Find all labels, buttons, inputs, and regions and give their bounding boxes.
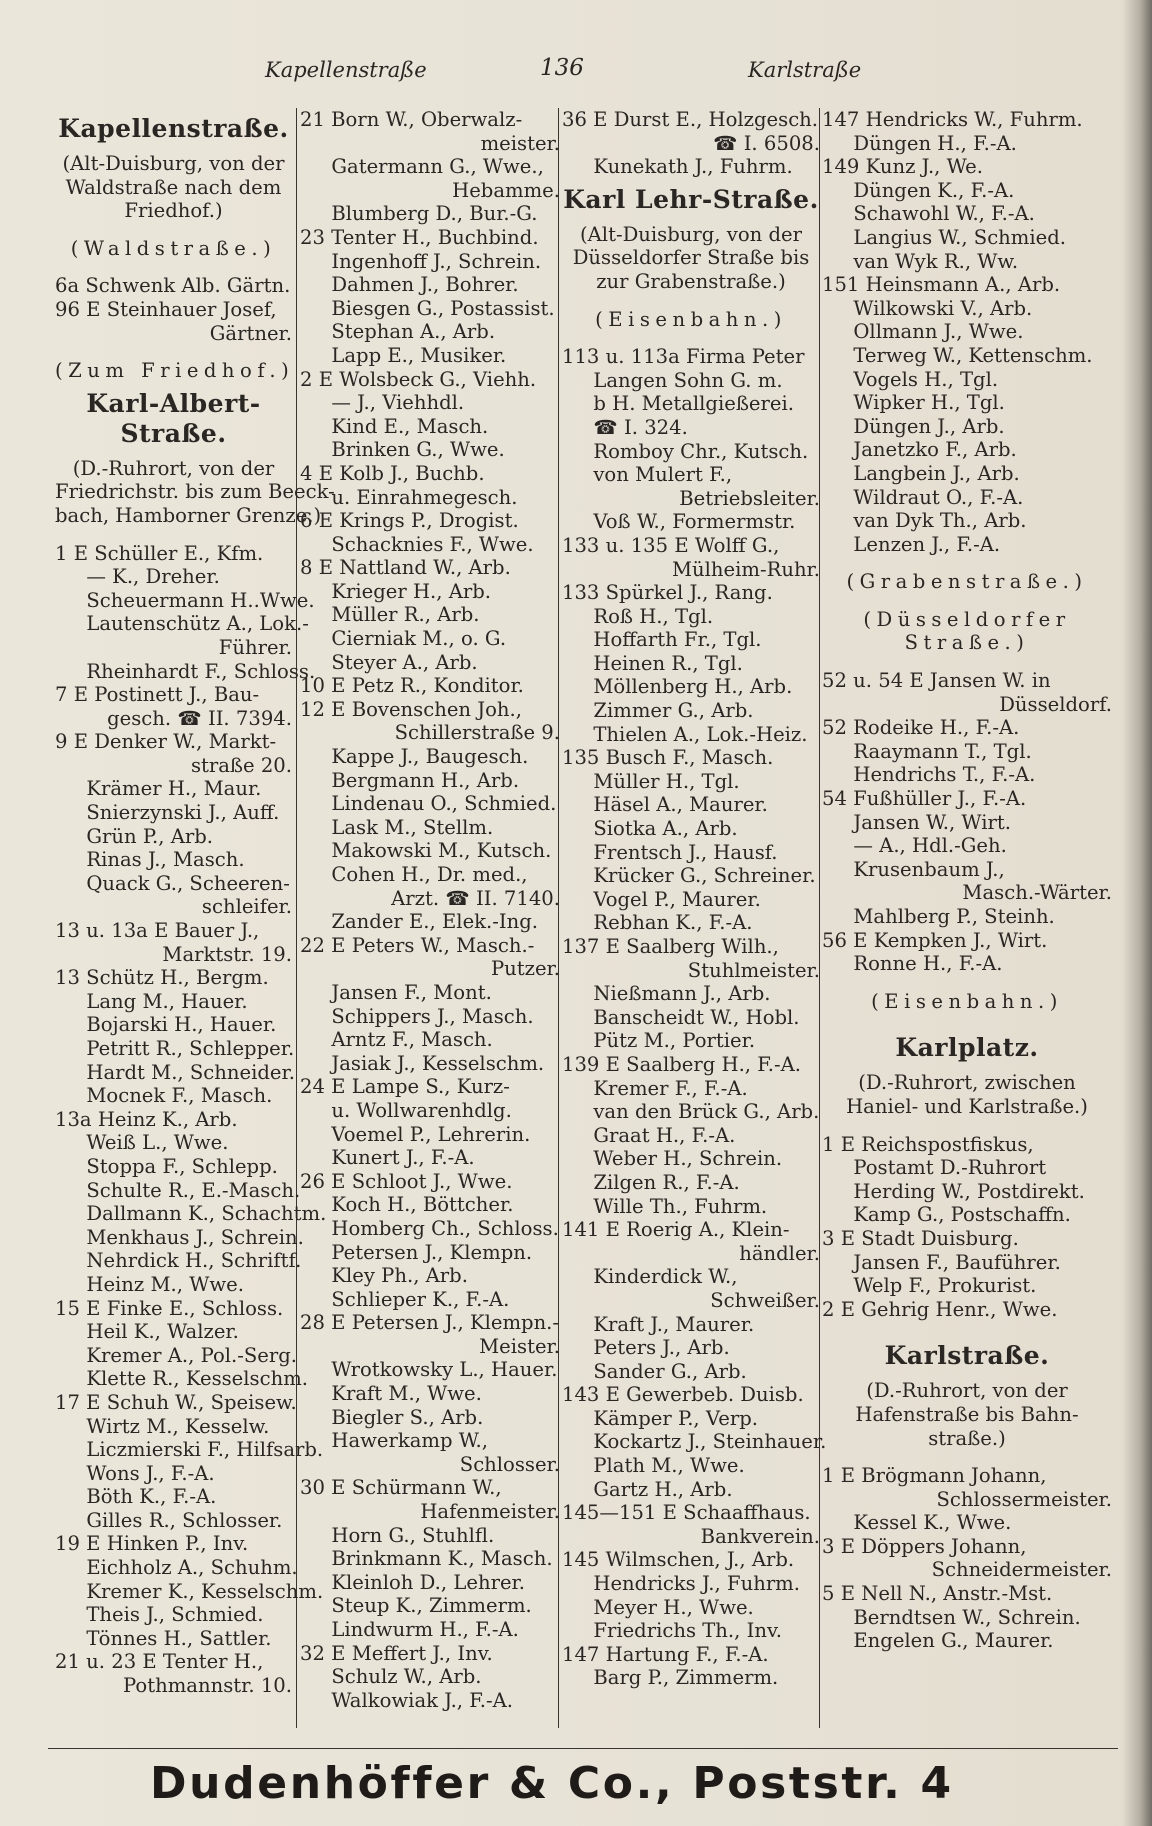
directory-entry: Voemel P., Lehrerin. [331, 1122, 531, 1146]
directory-entry: 13a Heinz K., Arb. [55, 1107, 238, 1131]
directory-entry: Wrotkowsky L., Hauer. [331, 1358, 558, 1382]
directory-entry: 147 Hendricks W., Fuhrm. [822, 108, 1083, 131]
section-note: (Eisenbahn.) [871, 989, 1063, 1013]
directory-entry: Arntz F., Masch. [331, 1028, 493, 1052]
directory-entry: Marktstr. 19. [162, 942, 292, 966]
directory-entry: 145 Wilmschen, J., Arb. [562, 1548, 795, 1572]
directory-entry: Barg P., Zimmerm. [593, 1666, 779, 1690]
directory-entry: Wildraut O., F.-A. [853, 485, 1024, 509]
directory-entry: schleifer. [201, 895, 292, 919]
directory-entry: Lask M., Stellm. [331, 815, 494, 839]
directory-entry: Betriebsleiter. [679, 486, 820, 510]
directory-entry: Siotka A., Arb. [593, 817, 738, 841]
directory-entry: Düngen J., Arb. [853, 414, 1005, 438]
directory-entry: Steup K., Zimmerm. [331, 1594, 532, 1618]
directory-entry: Schlieper K., F.-A. [331, 1287, 510, 1311]
directory-entry: Vogels H., Tgl. [853, 367, 999, 391]
directory-entry: von Mulert F., [593, 463, 733, 487]
directory-entry: 21 u. 23 E Tenter H., [55, 1650, 264, 1674]
directory-entry: Schlosser. [459, 1452, 560, 1476]
directory-entry: — J., Viehhdl. [331, 391, 465, 415]
column-3 [562, 108, 827, 1748]
directory-entry: 113 u. 113a Firma Peter [562, 345, 805, 369]
directory-entry: Banscheidt W., Hobl. [593, 1005, 800, 1029]
directory-entry: Welp F., Prokurist. [853, 1274, 1037, 1298]
directory-entry: Thielen A., Lok.-Heiz. [593, 722, 808, 746]
directory-entry: 3 E Döppers Johann, [822, 1534, 1027, 1558]
directory-entry: 24 E Lampe S., Kurz- [300, 1075, 510, 1099]
directory-entry: meister. [480, 131, 560, 155]
spacer [822, 1013, 1112, 1027]
directory-entry: Berndtsen W., Schrein. [853, 1605, 1081, 1629]
directory-entry: Schippers J., Masch. [331, 1004, 534, 1028]
directory-entry: Jansen W., Wirt. [853, 810, 1011, 834]
directory-entry: Krämer H., Maur. [86, 777, 262, 801]
directory-entry: Eichholz A., Schuhm. [86, 1556, 298, 1580]
directory-entry: Heinen R., Tgl. [593, 651, 743, 675]
footer-advertisement: Dudenhöffer & Co., Poststr. 4 [150, 1758, 954, 1809]
directory-entry: Kappe J., Baugesch. [331, 745, 529, 769]
directory-entry: ☎ I. 6508. [713, 131, 820, 155]
directory-entry: Düngen K., F.-A. [853, 178, 1015, 202]
directory-entry: Häsel A., Maurer. [593, 793, 768, 817]
directory-entry: Homberg Ch., Schloss. [331, 1216, 559, 1240]
directory-entry: Lindenau O., Schmied. [331, 792, 557, 816]
directory-entry: (D.-Ruhrort, von der [72, 456, 275, 480]
directory-entry: Engelen G., Maurer. [853, 1629, 1054, 1653]
directory-entry: 6 E Krings P., Drogist. [300, 509, 519, 533]
spacer [822, 1450, 1112, 1464]
directory-entry: Waldstraße nach dem [65, 175, 282, 199]
directory-entry: 10 E Petz R., Konditor. [300, 674, 524, 698]
directory-entry: Jansen F., Mont. [331, 980, 492, 1004]
directory-entry: 141 E Roerig A., Klein- [562, 1218, 790, 1242]
directory-entry: Hardt M., Schneider. [86, 1060, 295, 1084]
directory-entry: Hebamme. [452, 178, 560, 202]
directory-entry: Kessel K., Wwe. [853, 1511, 1012, 1535]
directory-entry: Wille Th., Fuhrm. [593, 1194, 768, 1218]
section-note: (Zum Friedhof.) [55, 359, 295, 383]
directory-entry: Zilgen R., F.-A. [593, 1170, 740, 1194]
directory-entry: Terweg W., Kettenschm. [853, 343, 1093, 367]
directory-entry: Makowski M., Kutsch. [331, 839, 552, 863]
directory-entry: Kunekath J., Fuhrm. [593, 155, 793, 179]
directory-entry: Wirtz M., Kesselw. [86, 1414, 270, 1438]
directory-entry: (D.-Ruhrort, von der [866, 1379, 1068, 1403]
spacer [822, 556, 1112, 570]
directory-entry: Kraft J., Maurer. [593, 1312, 755, 1336]
directory-entry: Nehrdick H., Schriftf. [86, 1249, 302, 1273]
section-note: Straße.) [904, 631, 1030, 655]
directory-entry: Schulte R., E.-Masch. [86, 1178, 301, 1202]
directory-entry: Nießmann J., Arb. [593, 982, 771, 1006]
directory-entry: 6a Schwenk Alb. Gärtn. [55, 274, 291, 298]
directory-entry: Lang M., Hauer. [86, 989, 248, 1013]
directory-entry: Janetzko F., Arb. [853, 438, 1017, 462]
directory-entry: straße 20. [190, 753, 292, 777]
directory-entry: Dahmen J., Bohrer. [331, 273, 519, 297]
directory-entry: Kunert J., F.-A. [331, 1146, 475, 1170]
directory-entry: b H. Metallgießerei. [593, 392, 794, 416]
directory-entry: 1 E Brögmann Johann, [822, 1464, 1047, 1488]
directory-entry: 133 u. 135 E Wolff G., [562, 533, 780, 557]
directory-entry: 23 Tenter H., Buchbind. [300, 225, 539, 249]
spacer [822, 1119, 1112, 1133]
directory-entry: 32 E Meffert J., Inv. [300, 1641, 493, 1665]
directory-entry: Kley Ph., Arb. [331, 1264, 468, 1288]
directory-entry: Meister. [479, 1334, 560, 1358]
directory-entry: Hafenmeister. [420, 1500, 560, 1524]
directory-entry: 17 E Schuh W., Speisew. [55, 1390, 297, 1414]
directory-entry: Meyer H., Wwe. [593, 1595, 754, 1619]
header-left-street: Kapellenstraße [265, 58, 427, 82]
directory-entry: Cierniak M., o. G. [331, 627, 507, 651]
directory-entry: Krieger H., Arb. [331, 579, 492, 603]
street-heading: Karl-Albert-Straße. [86, 388, 261, 448]
directory-entry: Grün P., Arb. [86, 824, 214, 848]
directory-entry: 133 Spürkel J., Rang. [562, 581, 773, 605]
directory-entry: 19 E Hinken P., Inv. [55, 1532, 249, 1556]
directory-entry: Vogel P., Maurer. [593, 887, 761, 911]
spacer [55, 260, 292, 274]
directory-entry: Kind E., Masch. [331, 414, 489, 438]
directory-entry: Arzt. ☎ II. 7140. [391, 886, 560, 910]
directory-entry: Gilles R., Schlosser. [86, 1508, 283, 1532]
spacer [822, 655, 1112, 669]
directory-entry: Kämper P., Verp. [593, 1406, 758, 1430]
column-2 [300, 108, 560, 1748]
directory-entry: van Dyk Th., Arb. [853, 509, 1027, 533]
directory-entry: Tönnes H., Sattler. [86, 1626, 272, 1650]
directory-entry: Kleinloh D., Lehrer. [331, 1570, 525, 1594]
column-4 [822, 108, 1112, 1748]
directory-entry: Blumberg D., Bur.-G. [331, 202, 538, 226]
directory-entry: 52 Rodeike H., F.-A. [822, 716, 1020, 740]
directory-entry: Rheinhardt F., Schloss. [86, 659, 316, 683]
spacer [562, 331, 820, 345]
directory-entry: Hawerkamp W., [331, 1429, 488, 1453]
directory-entry: Brinkmann K., Masch. [331, 1547, 553, 1571]
directory-entry: Raaymann T., Tgl. [853, 739, 1032, 763]
directory-entry: u. Wollwarenhdlg. [331, 1098, 512, 1122]
directory-entry: 22 E Peters W., Masch.- [300, 933, 535, 957]
street-heading: Karlplatz. [895, 1033, 1039, 1063]
directory-entry: Mülheim-Ruhr. [671, 557, 820, 581]
directory-entry: straße.) [928, 1426, 1006, 1450]
directory-entry: — K., Dreher. [86, 565, 220, 589]
directory-entry: Steyer A., Arb. [331, 650, 478, 674]
directory-entry: Postamt D.-Ruhrort [853, 1156, 1047, 1180]
directory-entry: 2 E Gehrig Henr., Wwe. [822, 1297, 1058, 1321]
directory-entry: Kremer A., Pol.-Serg. [86, 1343, 298, 1367]
directory-entry: Gatermann G., Wwe., [331, 155, 544, 179]
directory-entry: Petersen J., Klempn. [331, 1240, 533, 1264]
spacer [55, 528, 292, 542]
directory-entry: händler. [739, 1241, 820, 1265]
spacer [55, 223, 292, 237]
directory-entry: zur Grabenstraße.) [596, 269, 786, 293]
directory-entry: 54 Fußhüller J., F.-A. [822, 787, 1027, 811]
directory-entry: Liczmierski F., Hilfsarb. [86, 1438, 324, 1462]
directory-entry: Hendrichs T., F.-A. [853, 763, 1036, 787]
directory-entry: Wons J., F.-A. [86, 1461, 215, 1485]
directory-entry: Koch H., Böttcher. [331, 1193, 514, 1217]
directory-entry: 36 E Durst E., Holzgesch. [562, 108, 819, 131]
directory-entry: Scheuermann H..Wwe. [86, 588, 315, 612]
directory-entry: Kamp G., Postschaffn. [853, 1203, 1071, 1227]
directory-entry: Möllenberg H., Arb. [593, 675, 793, 699]
column-1 [55, 108, 335, 1748]
street-heading: Kapellenstraße. [58, 114, 289, 143]
directory-entry: Kraft M., Wwe. [331, 1382, 482, 1406]
directory-entry: 139 E Saalberg H., F.-A. [562, 1052, 802, 1076]
directory-entry: Theis J., Schmied. [86, 1603, 264, 1627]
directory-entry: (Alt-Duisburg, von der [580, 222, 802, 246]
page-number: 136 [540, 55, 584, 81]
directory-entry: 28 E Petersen J., Klempn.- [300, 1311, 560, 1335]
directory-entry: 21 Born W., Oberwalz- [300, 108, 523, 131]
directory-entry: ☎ I. 324. [593, 415, 688, 439]
directory-entry: Frentsch J., Hausf. [593, 840, 778, 864]
directory-entry: Langius W., Schmied. [853, 225, 1067, 249]
directory-entry: Führer. [218, 635, 292, 659]
directory-entry: Schacknies F., Wwe. [331, 532, 534, 556]
directory-entry: Schillerstraße 9. [394, 721, 560, 745]
directory-entry: 151 Heinsmann A., Arb. [822, 273, 1061, 297]
directory-entry: (D.-Ruhrort, zwischen [858, 1071, 1076, 1095]
spacer [562, 294, 820, 308]
directory-entry: Masch.-Wärter. [962, 881, 1112, 905]
directory-entry: Friedhof.) [124, 199, 223, 223]
directory-entry: Krusenbaum J., [853, 857, 1005, 881]
directory-entry: Kockartz J., Steinhauer. [593, 1430, 827, 1454]
directory-entry: Graat H., F.-A. [593, 1123, 736, 1147]
directory-entry: Stoppa F., Schlepp. [86, 1154, 278, 1178]
directory-entry: Rinas J., Masch. [86, 848, 245, 872]
footer-rule [48, 1748, 1118, 1749]
directory-entry: Heinz M., Wwe. [86, 1272, 244, 1296]
directory-entry: Düngen H., F.-A. [853, 131, 1017, 155]
directory-entry: Lapp E., Musiker. [331, 343, 507, 367]
directory-entry: Jasiak J., Kesselschm. [331, 1051, 545, 1075]
spacer [822, 976, 1112, 990]
directory-entry: Schlossermeister. [936, 1487, 1112, 1511]
directory-entry: 2 E Wolsbeck G., Viehh. [300, 367, 537, 391]
directory-entry: Roß H., Tgl. [593, 604, 714, 628]
directory-entry: Mocnek F., Masch. [86, 1084, 273, 1108]
directory-entry: Langbein J., Arb. [853, 461, 1020, 485]
directory-entry: Stephan A., Arb. [331, 320, 496, 344]
directory-entry: Mahlberg P., Steinh. [853, 905, 1055, 928]
directory-entry: 145—151 E Schaaffhaus. [562, 1501, 811, 1525]
column-divider [296, 108, 297, 1728]
directory-entry: Krücker G., Schreiner. [593, 864, 816, 888]
directory-entry: Biesgen G., Postassist. [331, 296, 555, 320]
directory-entry: Haniel- und Karlstraße.) [846, 1094, 1088, 1118]
page-edge-shadow [1122, 0, 1152, 1826]
directory-entry: Hafenstraße bis Bahn- [855, 1402, 1079, 1426]
directory-entry: 26 E Schloot J., Wwe. [300, 1169, 513, 1193]
directory-entry: Schulz W., Arb. [331, 1665, 482, 1689]
street-heading: Karl Lehr-Straße. [563, 184, 819, 214]
directory-entry: Langen Sohn G. m. [593, 368, 783, 392]
directory-entry: Schweißer. [710, 1288, 820, 1312]
directory-entry: Sander G., Arb. [593, 1359, 747, 1383]
directory-entry: 12 E Bovenschen Joh., [300, 697, 522, 721]
directory-entry: Romboy Chr., Kutsch. [593, 439, 809, 463]
directory-entry: Kremer K., Kesselschm. [86, 1579, 324, 1603]
directory-entry: 13 Schütz H., Bergm. [55, 966, 269, 990]
directory-entry: Voß W., Formermstr. [593, 510, 796, 534]
directory-entry: Zander E., Elek.-Ing. [331, 910, 539, 934]
directory-entry: Wipker H., Tgl. [853, 391, 1005, 415]
directory-entry: 1 E Schüller E., Kfm. [55, 541, 264, 565]
directory-entry: 30 E Schürmann W., [300, 1476, 502, 1500]
directory-entry: 15 E Finke E., Schloss. [55, 1296, 284, 1320]
directory-entry: Menkhaus J., Schrein. [86, 1225, 304, 1249]
directory-entry: Schneidermeister. [931, 1558, 1112, 1582]
section-note: (Waldstraße.) [70, 236, 277, 260]
directory-entry: Heil K., Walzer. [86, 1320, 239, 1344]
section-note: (Düsseldorfer [863, 607, 1071, 631]
directory-entry: Bergmann H., Arb. [331, 768, 520, 792]
directory-entry: Stuhlmeister. [687, 958, 820, 982]
directory-entry: Pothmannstr. 10. [123, 1674, 292, 1698]
directory-entry: 52 u. 54 E Jansen W. in [822, 669, 1051, 693]
directory-entry: Kinderdick W., [593, 1265, 738, 1289]
directory-entry: van Wyk R., Ww. [853, 249, 1019, 273]
directory-entry: 3 E Stadt Duisburg. [822, 1226, 1019, 1250]
directory-entry: Ollmann J., Wwe. [853, 320, 1024, 344]
directory-entry: Jansen F., Bauführer. [853, 1250, 1061, 1274]
street-heading: Karlstraße. [884, 1341, 1050, 1371]
directory-entry: Gartz H., Arb. [593, 1477, 733, 1501]
directory-entry: Lautenschütz A., Lok.- [86, 612, 309, 636]
directory-entry: Gärtner. [209, 321, 292, 345]
directory-entry: Weiß L., Wwe. [86, 1131, 229, 1155]
directory-entry: Wilkowski V., Arb. [853, 296, 1033, 320]
directory-entry: 147 Hartung F., F.-A. [562, 1642, 769, 1666]
directory-entry: Walkowiak J., F.-A. [331, 1688, 514, 1712]
directory-entry: Cohen H., Dr. med., [331, 863, 528, 886]
section-note: (Grabenstraße.) [846, 570, 1088, 594]
directory-entry: Friedrichstr. bis zum Beeck- [55, 480, 335, 504]
directory-entry: Ronne H., F.-A. [853, 952, 1003, 976]
directory-entry: Düsseldorf. [999, 692, 1112, 716]
directory-entry: 5 E Nell N., Anstr.-Mst. [822, 1582, 1053, 1606]
directory-entry: Müller R., Arb. [331, 603, 480, 627]
running-header [50, 55, 1080, 88]
spacer [822, 1321, 1112, 1335]
directory-entry: (Alt-Duisburg, von der [62, 152, 285, 175]
directory-entry: bach, Hamborner Grenze.) [55, 503, 322, 527]
directory-entry: 13 u. 13a E Bauer J., [55, 919, 260, 943]
directory-entry: Kremer F., F.-A. [593, 1076, 748, 1100]
spacer [55, 345, 292, 359]
directory-entry: Herding W., Postdirekt. [853, 1179, 1085, 1203]
directory-entry: 8 E Nattland W., Arb. [300, 556, 511, 580]
directory-entry: Bojarski H., Hauer. [86, 1013, 277, 1037]
directory-entry: Rebhan K., F.-A. [593, 911, 753, 935]
directory-entry: 143 E Gewerbeb. Duisb. [562, 1383, 804, 1407]
directory-entry: Horn G., Stuhlfl. [331, 1523, 495, 1547]
directory-entry: Petritt R., Schlepper. [86, 1037, 295, 1060]
directory-entry: Lenzen J., F.-A. [853, 532, 1001, 556]
directory-entry: 135 Busch F., Masch. [562, 746, 774, 770]
directory-entry: 1 E Reichspostfiskus, [822, 1132, 1034, 1156]
header-right-street: Karlstraße [748, 58, 862, 82]
directory-entry: Plath M., Wwe. [593, 1454, 745, 1478]
directory-entry: Klette R., Kesselschm. [86, 1367, 309, 1391]
directory-entry: Schawohl W., F.-A. [853, 202, 1035, 226]
directory-entry: Peters J., Arb. [593, 1336, 730, 1360]
directory-entry: 96 E Steinhauer Josef, [55, 297, 277, 321]
spacer [822, 594, 1112, 608]
directory-entry: 4 E Kolb J., Buchb. [300, 461, 485, 485]
directory-entry: Brinken G., Wwe. [331, 438, 505, 462]
directory-entry: 137 E Saalberg Wilh., [562, 935, 779, 958]
directory-entry: Düsseldorfer Straße bis [572, 246, 810, 270]
directory-entry: 149 Kunz J., We. [822, 155, 984, 179]
directory-entry: Quack G., Scheeren- [86, 871, 290, 895]
directory-entry: Friedrichs Th., Inv. [593, 1619, 782, 1643]
directory-entry: 9 E Denker W., Markt- [55, 730, 277, 754]
directory-entry: Zimmer G., Arb. [593, 699, 754, 723]
directory-entry: Böth K., F.-A. [86, 1485, 217, 1509]
section-note: (Eisenbahn.) [595, 307, 787, 331]
directory-entry: Hoffarth Fr., Tgl. [593, 628, 762, 652]
directory-entry: van den Brück G., Arb. [593, 1100, 820, 1124]
directory-entry: gesch. ☎ II. 7394. [107, 706, 292, 730]
directory-entry: Dallmann K., Schachtm. [86, 1202, 327, 1226]
directory-entry: Bankverein. [700, 1524, 820, 1548]
directory-entry: 7 E Postinett J., Bau- [55, 683, 260, 707]
directory-entry: Ingenhoff J., Schrein. [331, 249, 542, 273]
directory-entry: Müller H., Tgl. [593, 769, 740, 793]
directory-entry: u. Einrahmegesch. [331, 485, 518, 509]
directory-entry: Lindwurm H., F.-A. [331, 1618, 519, 1641]
directory-entry: Weber H., Schrein. [593, 1147, 783, 1171]
directory-entry: Putzer. [490, 957, 560, 981]
directory-entry: Biegler S., Arb. [331, 1405, 484, 1429]
directory-entry: Pütz M., Portier. [593, 1029, 756, 1053]
directory-entry: — A., Hdl.-Geh. [853, 834, 1007, 858]
directory-entry: 56 E Kempken J., Wirt. [822, 928, 1048, 952]
directory-entry: Snierzynski J., Auff. [86, 801, 280, 825]
directory-entry: Hendricks J., Fuhrm. [593, 1572, 800, 1596]
